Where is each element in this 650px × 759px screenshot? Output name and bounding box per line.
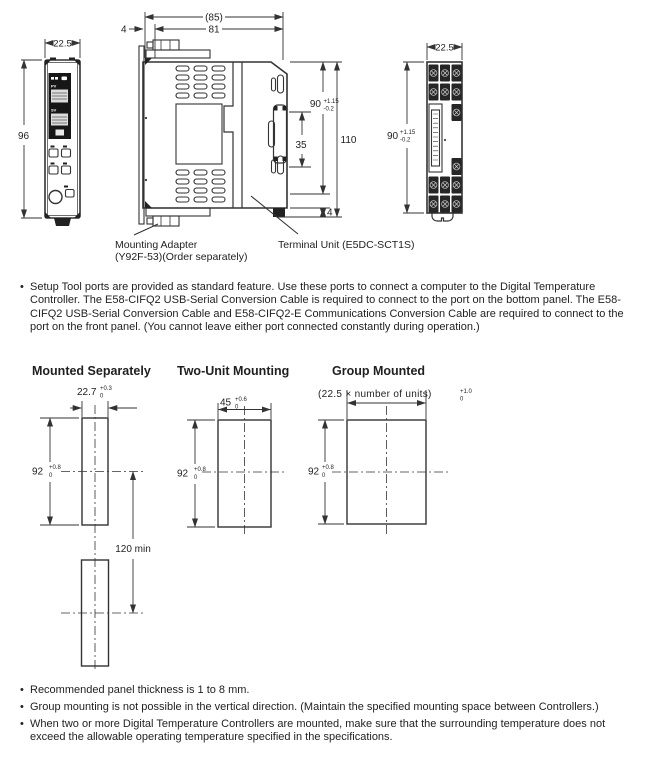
terminal-screws-bottom bbox=[429, 177, 462, 213]
front-keys bbox=[49, 146, 74, 204]
two-unit-width-tol-minus: 0 bbox=[235, 404, 239, 411]
terminal-unit-side bbox=[269, 75, 287, 217]
note-vertical-group-mounting: • Group mounting is not possible in the vertical direction. (Maintain the specified mounting space between Controllers.) bbox=[20, 701, 642, 714]
front-bottom-tab bbox=[54, 218, 71, 226]
side-right-dimensions bbox=[278, 62, 357, 219]
separate-width-value: 22.7 bbox=[77, 387, 97, 398]
rear-rail-height-tol-plus: +1.15 bbox=[400, 130, 416, 136]
sv-label: SV bbox=[51, 107, 57, 113]
cutout-two-unit-drawing bbox=[175, 392, 310, 542]
front-display bbox=[49, 73, 72, 139]
terminal-screws-top bbox=[429, 65, 462, 101]
mounting-adapter-label-line2: (Y92F-53)(Order separately) bbox=[115, 251, 248, 263]
rear-view-drawing bbox=[383, 28, 498, 228]
side-bottom-offset-value: 4 bbox=[327, 207, 333, 219]
group-width-dimension bbox=[318, 389, 473, 419]
separate-height-tol-minus: 0 bbox=[49, 473, 53, 479]
group-width-tol-plus: +1.0 bbox=[460, 389, 472, 395]
two-unit-height-value: 92 bbox=[177, 468, 189, 480]
front-width-dimension bbox=[45, 39, 80, 59]
front-height-value: 96 bbox=[18, 131, 30, 142]
separate-width-tol-minus: 0 bbox=[100, 393, 104, 400]
two-unit-height-tol-minus: 0 bbox=[194, 475, 198, 481]
side-rail-height-tol-plus: +1.15 bbox=[323, 99, 339, 105]
two-unit-width-value: 45 bbox=[220, 397, 232, 409]
group-mounted-title: Group Mounted bbox=[332, 364, 426, 378]
separate-spacing-value: 120 min bbox=[115, 544, 151, 555]
separate-height-value: 92 bbox=[32, 466, 44, 478]
side-top-dimensions bbox=[121, 12, 283, 60]
side-rail-height-value: 90 bbox=[309, 99, 321, 110]
sv-digits bbox=[51, 114, 68, 126]
front-body bbox=[45, 58, 80, 227]
side-label-area bbox=[176, 104, 222, 164]
front-width-value: 22.5 bbox=[53, 38, 72, 50]
separate-spacing-dimension bbox=[115, 472, 151, 614]
mounting-adapter-parts bbox=[139, 40, 210, 226]
mounted-separately-title: Mounted Separately bbox=[32, 364, 151, 378]
rear-height-dimension bbox=[387, 62, 424, 213]
pv-label: PV bbox=[51, 83, 57, 89]
side-overall-height-value: 110 bbox=[340, 135, 357, 146]
mounting-adapter-callout bbox=[115, 239, 247, 263]
group-width-value: (22.5 × number of units) bbox=[318, 389, 432, 400]
group-height-value: 92 bbox=[308, 466, 320, 478]
cutout-separate-drawing bbox=[25, 378, 190, 678]
bottom-notes bbox=[20, 684, 642, 748]
rear-rail-height-value: 90 bbox=[387, 131, 399, 142]
side-overall-width-value: (85) bbox=[205, 12, 223, 24]
separate-width-dimension bbox=[70, 386, 137, 417]
side-body-width-value: 81 bbox=[208, 24, 220, 36]
front-height-dimension bbox=[18, 60, 42, 218]
side-view-drawing bbox=[118, 4, 363, 239]
rear-din-hook bbox=[432, 213, 453, 221]
two-unit-height-dimension bbox=[177, 420, 215, 527]
note-panel-thickness: • Recommended panel thickness is 1 to 8 mm. bbox=[20, 684, 642, 697]
front-port-cover bbox=[49, 191, 62, 204]
cutout-group-drawing bbox=[308, 384, 513, 544]
side-hook-span-value: 35 bbox=[295, 140, 307, 151]
group-width-tol-minus: 0 bbox=[460, 396, 464, 403]
two-unit-width-tol-plus: +0.6 bbox=[235, 397, 247, 403]
terminal-unit-leader-line bbox=[251, 196, 298, 234]
front-view-drawing bbox=[8, 25, 108, 240]
rear-connector bbox=[429, 104, 446, 172]
two-unit-height-tol-plus: +0.8 bbox=[194, 467, 206, 473]
vent-slots-bottom bbox=[176, 170, 225, 202]
separate-width-tol-plus: +0.3 bbox=[100, 386, 112, 392]
setup-note: • Setup Tool ports are provided as standard feature. Use these ports to connect a computer to the Digital Temperature Controller. The E58-CIFQ2 USB-Serial Conversion Cable is required to connect to the port on the bottom panel. The E58-CIFQ2 USB-Serial Conversion Cable and E58-CIFQ2-E Communications Conversion Cable are required to connect to the port on the front panel. (You cannot leave either port connected constantly during operation.) bbox=[20, 281, 642, 335]
separate-height-dimension bbox=[32, 418, 79, 525]
side-front-offset-value: 4 bbox=[121, 24, 127, 36]
note-surrounding-temperature: • When two or more Digital Temperature Controllers are mounted, make sure that the surrounding temperature does not exceed the allowable operating temperature specified in the specifications. bbox=[20, 718, 642, 745]
adapter-leader-line bbox=[134, 224, 158, 235]
terminal-unit-callout: Terminal Unit (E5DC-SCT1S) bbox=[278, 239, 415, 251]
rear-width-value: 22.5 bbox=[435, 42, 454, 54]
setup-note-block bbox=[20, 281, 642, 338]
separate-height-tol-plus: +0.8 bbox=[49, 465, 61, 471]
group-height-tol-plus: +0.8 bbox=[322, 465, 334, 471]
two-unit-mounting-title: Two-Unit Mounting bbox=[177, 364, 290, 378]
rear-width-dimension bbox=[427, 43, 462, 61]
mounting-adapter-label-line1: Mounting Adapter bbox=[115, 239, 198, 251]
rear-body bbox=[427, 62, 462, 221]
side-rail-height-tol-minus: -0.2 bbox=[323, 106, 334, 113]
group-height-tol-minus: 0 bbox=[322, 473, 326, 479]
vent-slots-top bbox=[176, 66, 225, 98]
side-body bbox=[143, 58, 287, 217]
rear-rail-height-tol-minus: -0.2 bbox=[400, 137, 411, 144]
